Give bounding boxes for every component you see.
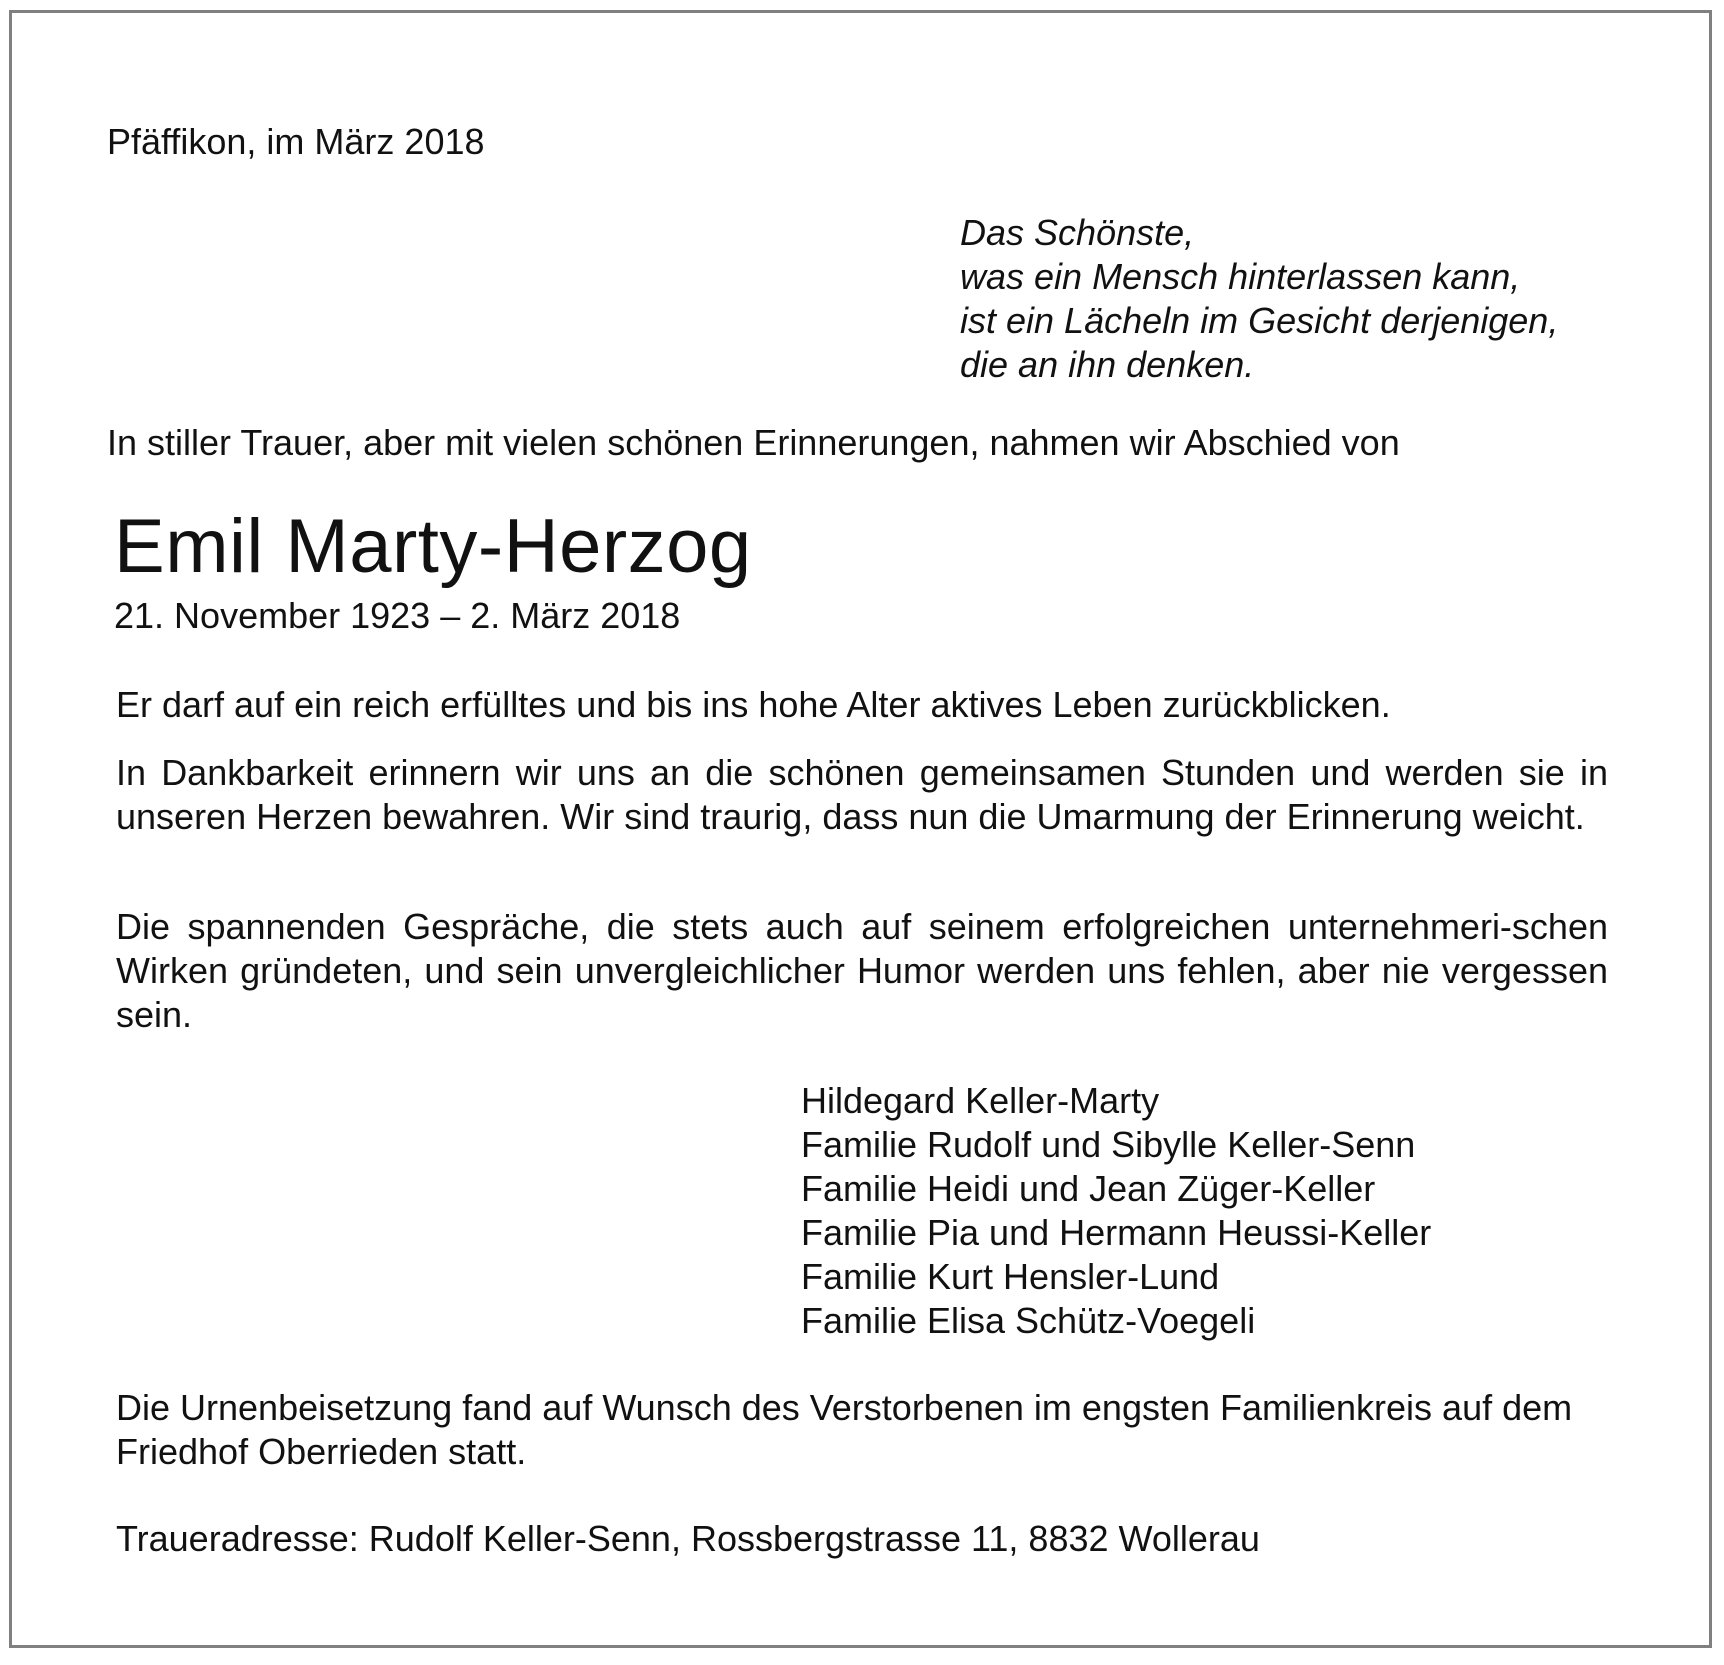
signer: Familie Rudolf und Sibylle Keller-Senn — [801, 1124, 1416, 1165]
signer: Hildegard Keller-Marty — [801, 1080, 1160, 1121]
quote-line: was ein Mensch hinterlassen kann, — [960, 256, 1521, 297]
life-dates: 21. November 1923 – 2. März 2018 — [114, 595, 681, 636]
quote-line: die an ihn denken. — [960, 344, 1255, 385]
place-date: Pfäffikon, im März 2018 — [107, 121, 485, 162]
quote — [960, 211, 1558, 387]
signer: Familie Elisa Schütz-Voegeli — [801, 1300, 1256, 1341]
intro-text: In stiller Trauer, aber mit vielen schönen Erinnerungen, nahmen wir Abschied von — [107, 422, 1400, 463]
signer: Familie Pia und Hermann Heussi-Keller — [801, 1212, 1432, 1253]
signers-list — [801, 1079, 1431, 1343]
deceased-name: Emil Marty-Herzog — [114, 504, 752, 589]
quote-line: ist ein Lächeln im Gesicht derjenigen, — [960, 300, 1559, 341]
paragraph-gratitude: In Dankbarkeit erinnern wir uns an die schönen gemeinsamen Stunden und werden sie in unseren Herzen bewahren. Wir sind traurig, dass nun die Umarmung der Erinnerung weicht. — [116, 752, 1608, 837]
quote-line: Das Schönste, — [960, 212, 1195, 253]
paragraph-memories: Die spannenden Gespräche, die stets auch auf seinem erfolgreichen unternehmeri-schen Wirken gründeten, und sein unvergleichlicher Humor werden uns fehlen, aber nie vergessen sein. — [116, 906, 1608, 1035]
paragraph-life: Er darf auf ein reich erfülltes und bis ins hohe Alter aktives Leben zurückblicken. — [116, 684, 1391, 725]
burial-note: Die Urnenbeisetzung fand auf Wunsch des Verstorbenen im engsten Familienkreis auf dem Friedhof Oberrieden statt. — [116, 1387, 1573, 1472]
mourning-address: Traueradresse: Rudolf Keller-Senn, Rossbergstrasse 11, 8832 Wollerau — [116, 1518, 1260, 1559]
signer: Familie Kurt Hensler-Lund — [801, 1256, 1220, 1297]
signer: Familie Heidi und Jean Züger-Keller — [801, 1168, 1376, 1209]
